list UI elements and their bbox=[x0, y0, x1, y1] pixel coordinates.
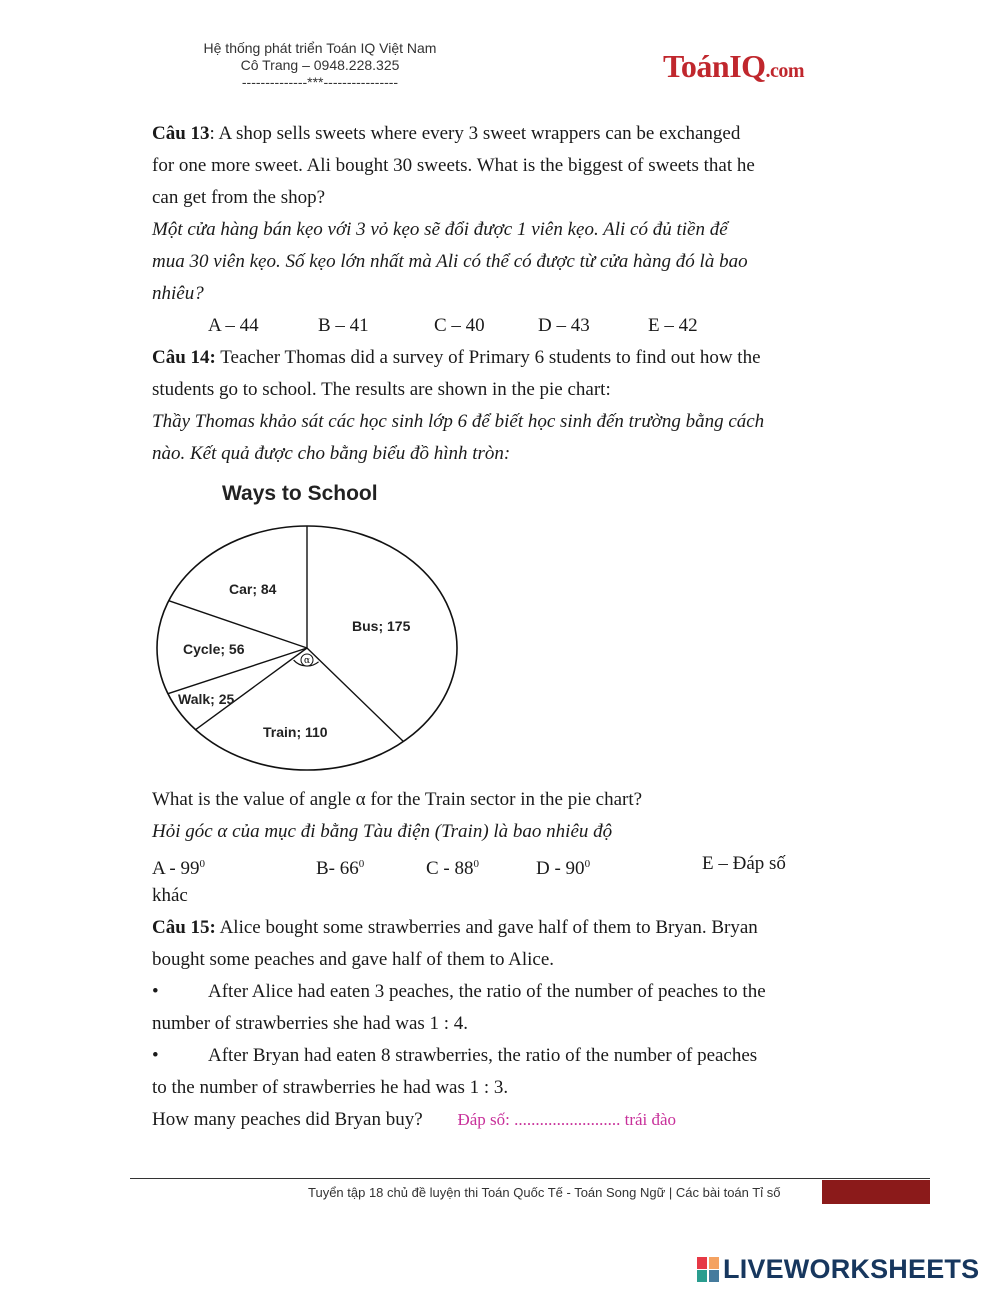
q14-question-vi: Hỏi góc α của mục đi bằng Tàu điện (Train) là bao nhiêu độ bbox=[152, 821, 613, 842]
q14-line-1: Câu 14: Teacher Thomas did a survey of Primary 6 students to find out how the bbox=[152, 347, 761, 368]
logo-suffix: .com bbox=[765, 60, 805, 82]
q13-option-d: D – 43 bbox=[538, 315, 590, 336]
q15-bullet-2-cont: to the number of strawberries he had was 1 : 3. bbox=[152, 1077, 509, 1098]
q15-line-2: bought some peaches and gave half of them to Alice. bbox=[152, 949, 555, 970]
q14-option-e-tail: khác bbox=[152, 885, 188, 906]
header-title: Hệ thống phát triển Toán IQ Việt Nam bbox=[203, 40, 437, 56]
header-contact: Cô Trang – 0948.228.325 bbox=[240, 57, 400, 73]
pie-chart bbox=[150, 520, 470, 780]
footer-text: Tuyển tập 18 chủ đề luyện thi Toán Quốc Tế - Toán Song Ngữ | Các bài toán Tỉ số bbox=[308, 1185, 781, 1200]
q14-line-2: students go to school. The results are shown in the pie chart: bbox=[152, 379, 611, 400]
footer-accent-bar bbox=[822, 1180, 930, 1204]
q15-line-1: Câu 15: Alice bought some strawberries and gave half of them to Bryan. Bryan bbox=[152, 917, 758, 938]
q13-option-a: A – 44 bbox=[208, 315, 259, 336]
q13-option-b: B – 41 bbox=[318, 315, 369, 336]
q15-question: How many peaches did Bryan buy? bbox=[152, 1109, 423, 1130]
q13-line-3: can get from the shop? bbox=[152, 187, 326, 208]
pie-label-walk: Walk; 25 bbox=[178, 691, 235, 707]
q14-option-d: D - $90^0$ bbox=[536, 858, 591, 880]
q13-option-e: E – 42 bbox=[648, 315, 698, 336]
header-info bbox=[160, 40, 480, 91]
chart-title: Ways to School bbox=[222, 482, 378, 505]
liveworksheets-label: LIVEWORKSHEETS bbox=[723, 1254, 980, 1284]
pie-label-car: Car; 84 bbox=[229, 581, 277, 597]
pie-label-cycle: Cycle; 56 bbox=[183, 641, 245, 657]
q15-bullet-1-cont: number of strawberries she had was 1 : 4. bbox=[152, 1013, 469, 1034]
q14-option-c: C - $88^0$ bbox=[426, 858, 479, 880]
liveworksheets-logo-icon bbox=[697, 1257, 719, 1283]
q14-option-a: A - $99^0$ bbox=[152, 858, 205, 880]
q14-vi-line-1: Thầy Thomas khảo sát các học sinh lớp 6 để biết học sinh đến trường bằng cách bbox=[152, 411, 765, 432]
q13-label: Câu 13 bbox=[152, 123, 210, 144]
q13-option-c: C – 40 bbox=[434, 315, 485, 336]
question-block-bottom bbox=[152, 784, 852, 1136]
q15-question-row bbox=[152, 1104, 852, 1136]
liveworksheets-watermark bbox=[697, 1254, 979, 1285]
q14-option-e: E – Đáp số bbox=[702, 853, 786, 874]
q13-vi-line-3: nhiêu? bbox=[152, 283, 204, 304]
q15-answer-field[interactable]: Đáp số: ......................... trái đào bbox=[457, 1110, 677, 1129]
q15-label: Câu 15: bbox=[152, 917, 216, 938]
pie-label-train: Train; 110 bbox=[263, 724, 328, 740]
toaniq-logo bbox=[663, 48, 804, 85]
q14-question: What is the value of angle α for the Train sector in the pie chart? bbox=[152, 789, 643, 810]
footer-divider bbox=[130, 1178, 930, 1179]
pie-angle-label: α bbox=[304, 656, 311, 666]
question-block-top bbox=[152, 118, 852, 470]
q14-options bbox=[152, 848, 852, 880]
q13-line-2: for one more sweet. Ali bought 30 sweets. What is the biggest of sweets that he bbox=[152, 155, 755, 176]
q14-vi-line-2: nào. Kết quả được cho bằng biểu đồ hình tròn: bbox=[152, 443, 511, 464]
q14-label: Câu 14: bbox=[152, 347, 216, 368]
q13-vi-line-1: Một cửa hàng bán kẹo với 3 vỏ kẹo sẽ đổi được 1 viên kẹo. Ali có đủ tiền để bbox=[152, 219, 728, 240]
q13-vi-line-2: mua 30 viên kẹo. Số kẹo lớn nhất mà Ali có thể có được từ cửa hàng đó là bao bbox=[152, 251, 748, 272]
q13-options bbox=[152, 310, 852, 342]
header-divider: --------------***---------------- bbox=[241, 74, 399, 90]
q14-option-b: B- $66^0$ bbox=[316, 858, 365, 880]
q13-line-1: Câu 13: A shop sells sweets where every 3 sweet wrappers can be exchanged bbox=[152, 123, 741, 144]
q15-bullet-1: • After Alice had eaten 3 peaches, the ratio of the number of peaches to the bbox=[152, 981, 766, 1002]
pie-label-bus: Bus; 175 bbox=[352, 618, 411, 634]
q15-bullet-2: • After Bryan had eaten 8 strawberries, the ratio of the number of peaches bbox=[152, 1045, 758, 1066]
logo-main: ToánIQ bbox=[663, 48, 766, 84]
